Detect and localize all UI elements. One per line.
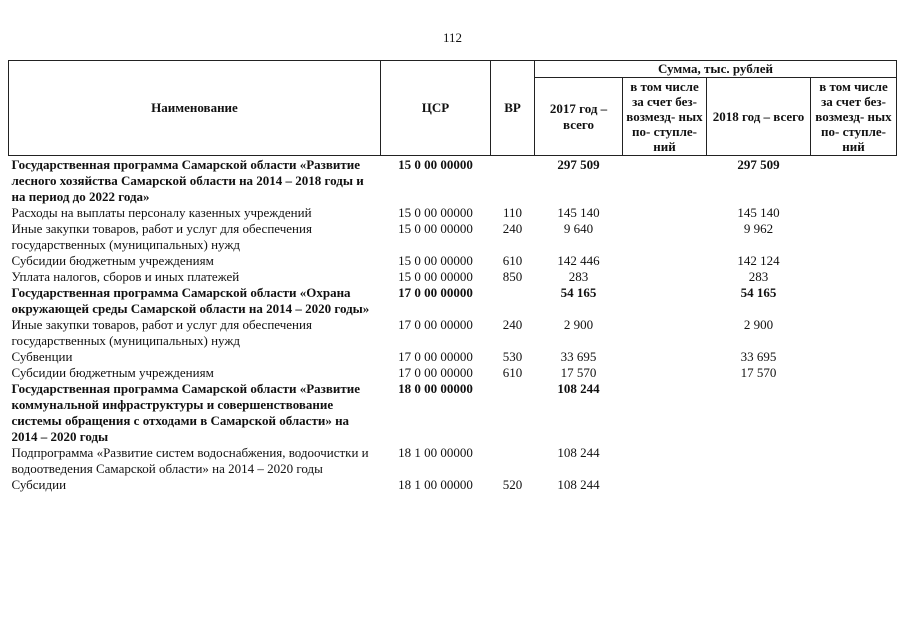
row-2017-gratis (623, 269, 707, 285)
row-2017-gratis (623, 477, 707, 493)
table-row (9, 381, 897, 445)
header-csr: ЦСР (381, 61, 491, 156)
row-2017-gratis (623, 381, 707, 445)
header-vr: ВР (491, 61, 535, 156)
row-vr (491, 285, 535, 317)
row-2018-total: 283 (748, 269, 769, 284)
row-vr: 850 (502, 269, 523, 284)
row-2017-total: 297 509 (557, 157, 600, 172)
row-2018-total: 17 570 (740, 365, 777, 380)
row-name: Государственная программа Самарской области «Развитие коммунальной инфраструктуры и совершенствование системы обращения с отходами в Самарской области» на 2014 – 2020 годы (11, 381, 361, 444)
row-2017-total: 108 244 (557, 477, 600, 492)
row-name: Государственная программа Самарской области «Развитие лесного хозяйства Самарской области на 2014 – 2018 годы и на период до 2022 года» (11, 157, 364, 204)
row-vr: 240 (502, 317, 523, 332)
row-csr: 15 0 00 00000 (398, 269, 473, 284)
row-2017-gratis (623, 253, 707, 269)
row-vr: 520 (502, 477, 523, 492)
row-2018-gratis (811, 205, 897, 221)
table-header (9, 61, 897, 156)
row-name: Иные закупки товаров, работ и услуг для обеспечения государственных (муниципальных) нужд (11, 317, 312, 348)
row-name: Уплата налогов, сборов и иных платежей (11, 269, 240, 284)
row-2017-gratis (623, 205, 707, 221)
row-2017-gratis (623, 156, 707, 206)
row-vr: 530 (502, 349, 523, 364)
row-2018-total: 297 509 (737, 157, 780, 172)
budget-table (8, 60, 897, 493)
table-row (9, 221, 897, 253)
header-2017-gratis: в том числе за счет без- возмезд- ных по- ступле- ний (623, 78, 707, 156)
row-csr: 15 0 00 00000 (398, 221, 473, 236)
table-row (9, 205, 897, 221)
row-2017-gratis (623, 317, 707, 349)
row-2017-total: 17 570 (560, 365, 597, 380)
table-row (9, 365, 897, 381)
row-2017-total: 2 900 (563, 317, 594, 332)
row-name: Подпрограмма «Развитие систем водоснабжения, водоочистки и водоотведения Самарской области» на 2014 – 2020 годы (11, 445, 369, 476)
row-name: Субсидии (11, 477, 67, 492)
row-2018-gratis (811, 381, 897, 445)
row-csr: 17 0 00 00000 (398, 285, 473, 300)
page-number: 112 (442, 30, 463, 45)
row-2018-total: 33 695 (740, 349, 777, 364)
row-2018-total (707, 445, 811, 477)
row-2017-total: 142 446 (557, 253, 600, 268)
row-2017-total: 283 (568, 269, 589, 284)
header-2018-gratis: в том числе за счет без- возмезд- ных по- ступле- ний (811, 78, 897, 156)
row-2018-total: 145 140 (737, 205, 780, 220)
row-name: Субвенции (11, 349, 73, 364)
row-2018-gratis (811, 156, 897, 206)
header-sum-group: Сумма, тыс. рублей (535, 61, 897, 78)
row-name: Государственная программа Самарской области «Охрана окружающей среды Самарской области на 2014 – 2020 годы» (11, 285, 370, 316)
row-vr (491, 156, 535, 206)
row-2018-total: 2 900 (743, 317, 774, 332)
header-name: Наименование (9, 61, 381, 156)
row-2018-gratis (811, 253, 897, 269)
table-body (9, 156, 897, 494)
table-row (9, 477, 897, 493)
row-csr: 18 1 00 00000 (398, 477, 473, 492)
row-2018-gratis (811, 365, 897, 381)
row-csr: 18 0 00 00000 (398, 381, 473, 396)
row-2017-gratis (623, 365, 707, 381)
row-2018-gratis (811, 285, 897, 317)
row-vr (491, 445, 535, 477)
row-csr: 15 0 00 00000 (398, 253, 473, 268)
table-row (9, 269, 897, 285)
row-vr: 110 (502, 205, 523, 220)
row-vr (491, 381, 535, 445)
table-row (9, 445, 897, 477)
row-csr: 18 1 00 00000 (398, 445, 473, 460)
row-2017-total: 33 695 (560, 349, 597, 364)
row-csr: 15 0 00 00000 (398, 157, 473, 172)
row-2017-total: 145 140 (557, 205, 600, 220)
row-vr: 610 (502, 253, 523, 268)
row-2018-total: 54 165 (740, 285, 777, 300)
table-row (9, 317, 897, 349)
table-row (9, 253, 897, 269)
row-name: Субсидии бюджетным учреждениям (11, 253, 214, 268)
table-row (9, 349, 897, 365)
row-vr: 610 (502, 365, 523, 380)
table-row (9, 156, 897, 206)
row-2018-total (707, 477, 811, 493)
row-2018-gratis (811, 269, 897, 285)
row-csr: 17 0 00 00000 (398, 317, 473, 332)
row-vr: 240 (502, 221, 523, 236)
row-2018-gratis (811, 445, 897, 477)
header-2018-total: 2018 год – всего (707, 78, 811, 156)
row-2018-gratis (811, 221, 897, 253)
row-name: Субсидии бюджетным учреждениям (11, 365, 214, 380)
row-2018-total: 142 124 (737, 253, 780, 268)
row-2018-gratis (811, 477, 897, 493)
row-name: Иные закупки товаров, работ и услуг для обеспечения государственных (муниципальных) нужд (11, 221, 312, 252)
row-csr: 15 0 00 00000 (398, 205, 473, 220)
row-2018-gratis (811, 349, 897, 365)
row-csr: 17 0 00 00000 (398, 349, 473, 364)
row-2017-total: 108 244 (557, 445, 600, 460)
row-2017-gratis (623, 221, 707, 253)
row-2017-gratis (623, 285, 707, 317)
row-2018-total (707, 381, 811, 445)
row-2018-total: 9 962 (743, 221, 774, 236)
row-2017-total: 9 640 (563, 221, 594, 236)
row-2018-gratis (811, 317, 897, 349)
row-2017-gratis (623, 349, 707, 365)
row-2017-total: 108 244 (557, 381, 600, 396)
row-2017-gratis (623, 445, 707, 477)
table-row (9, 285, 897, 317)
row-csr: 17 0 00 00000 (398, 365, 473, 380)
header-2017-total: 2017 год – всего (535, 78, 623, 156)
row-name: Расходы на выплаты персоналу казенных учреждений (11, 205, 312, 220)
row-2017-total: 54 165 (560, 285, 597, 300)
